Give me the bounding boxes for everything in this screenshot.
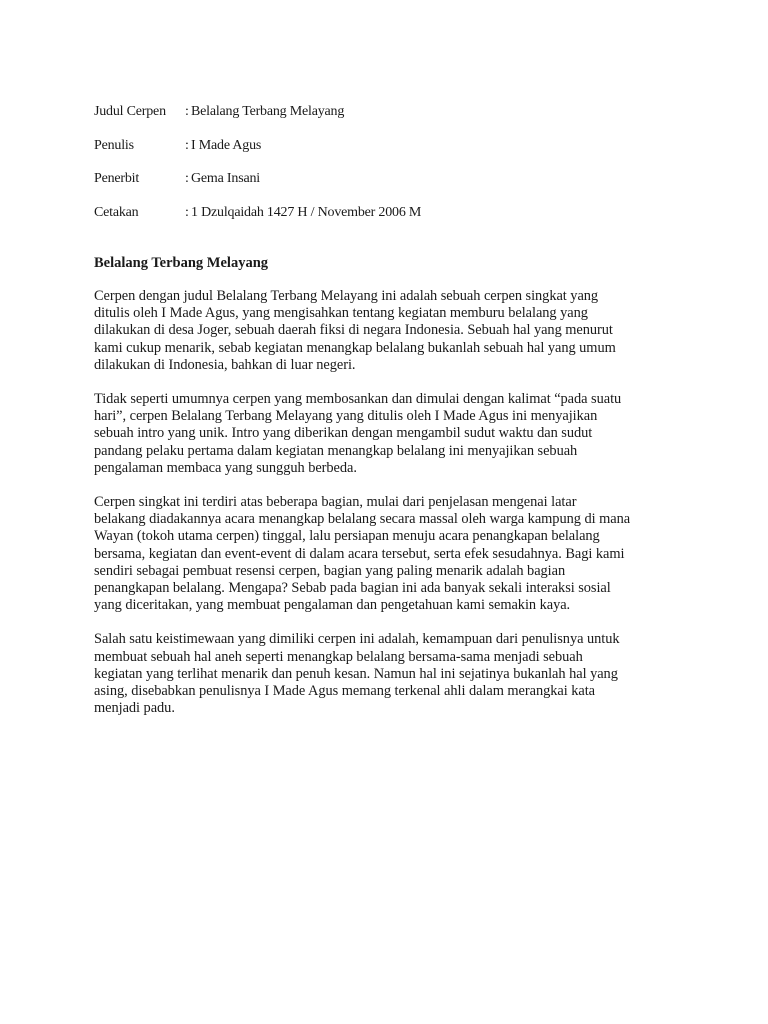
paragraph [94,631,694,717]
paragraph [94,494,694,614]
book-info-publisher-row [94,171,694,205]
text-line: kami cukup menarik, sebab kegiatan menangkap belalang bukanlah sebuah hal yang umum [94,339,616,356]
book-info-value: 1 Dzulqaidah 1427 H / November 2006 M [191,204,422,220]
book-info-separator: : [185,204,189,220]
text-line: pandang pelaku pertama dalam kegiatan menangkap belalang ini menyajikan sebuah [94,442,578,459]
text-line: dilakukan di desa Joger, sebuah daerah fiksi di negara Indonesia. Sebuah hal yang menurut [94,322,613,339]
text-line: Salah satu keistimewaan yang dimiliki cerpen ini adalah, kemampuan dari penulisnya untuk [94,631,620,648]
text-line: Cerpen dengan judul Belalang Terbang Melayang ini adalah sebuah cerpen singkat yang [94,288,599,304]
text-line: pengalaman membaca yang sungguh berbeda. [94,459,357,476]
book-info [94,104,694,238]
book-info-value: Belalang Terbang Melayang [191,104,345,119]
text-line: Cerpen singkat ini terdiri atas beberapa bagian, mulai dari penjelasan mengenai latar [94,494,577,511]
text-line: penangkapan belalang. Mengapa? Sebab pada bagian ini ada banyak sekali interaksi sosial [94,580,611,597]
book-info-edition-row [94,205,694,239]
book-info-author-row [94,138,694,172]
book-info-separator: : [185,171,189,186]
text-line: yang diceritakan, yang membuat pengalaman dan pengetahuan kami semakin kaya. [94,597,571,614]
text-line: dilakukan di Indonesia, bahkan di luar negeri. [94,356,356,373]
book-info-separator: : [185,137,189,153]
book-info-value: Gema Insani [191,171,260,186]
book-info-label: Penerbit [94,171,140,186]
review-body [94,288,694,734]
text-line: Wayan (tokoh utama cerpen) tinggal, lalu persiapan menuju acara penangkapan belalang [94,528,600,545]
text-line: hari”, cerpen Belalang Terbang Melayang yang ditulis oleh I Made Agus ini menyajikan [94,408,598,425]
text-line: kegiatan yang terlihat menarik dan penuh kesan. Namun hal ini sejatinya bukanlah hal yang [94,665,618,682]
book-info-separator: : [185,104,189,119]
text-line: sebuah intro yang unik. Intro yang diberikan dengan mengambil sudut waktu dan sudut [94,425,593,442]
book-info-value: I Made Agus [191,137,262,153]
book-info-title-row [94,104,694,138]
review-title: Belalang Terbang Melayang [94,255,269,271]
text-line: ditulis oleh I Made Agus, yang mengisahkan tentang kegiatan memburu belalang yang [94,305,588,322]
book-info-label: Judul Cerpen [94,104,166,119]
book-info-label: Penulis [94,137,134,153]
text-line: bersama, kegiatan dan event-event di dalam acara tersebut, serta efek sesudahnya. Bagi kami [94,545,625,562]
text-line: sendiri sebagai pembuat resensi cerpen, bagian yang paling menarik adalah bagian [94,562,566,579]
text-line: asing, disebabkan penulisnya I Made Agus memang terkenal ahli dalam merangkai kata [94,683,596,700]
paragraph [94,391,694,477]
text-line: Tidak seperti umumnya cerpen yang membosankan dan dimulai dengan kalimat “pada suatu [94,391,622,408]
paragraph [94,288,694,374]
text-line: belakang diadakannya acara menangkap belalang secara massal oleh warga kampung di mana [94,511,631,528]
text-line: menjadi padu. [94,700,175,717]
text-line: membuat sebuah hal aneh seperti menangkap belalang bersama-sama menjadi sebuah [94,648,583,665]
book-info-label: Cetakan [94,204,139,220]
